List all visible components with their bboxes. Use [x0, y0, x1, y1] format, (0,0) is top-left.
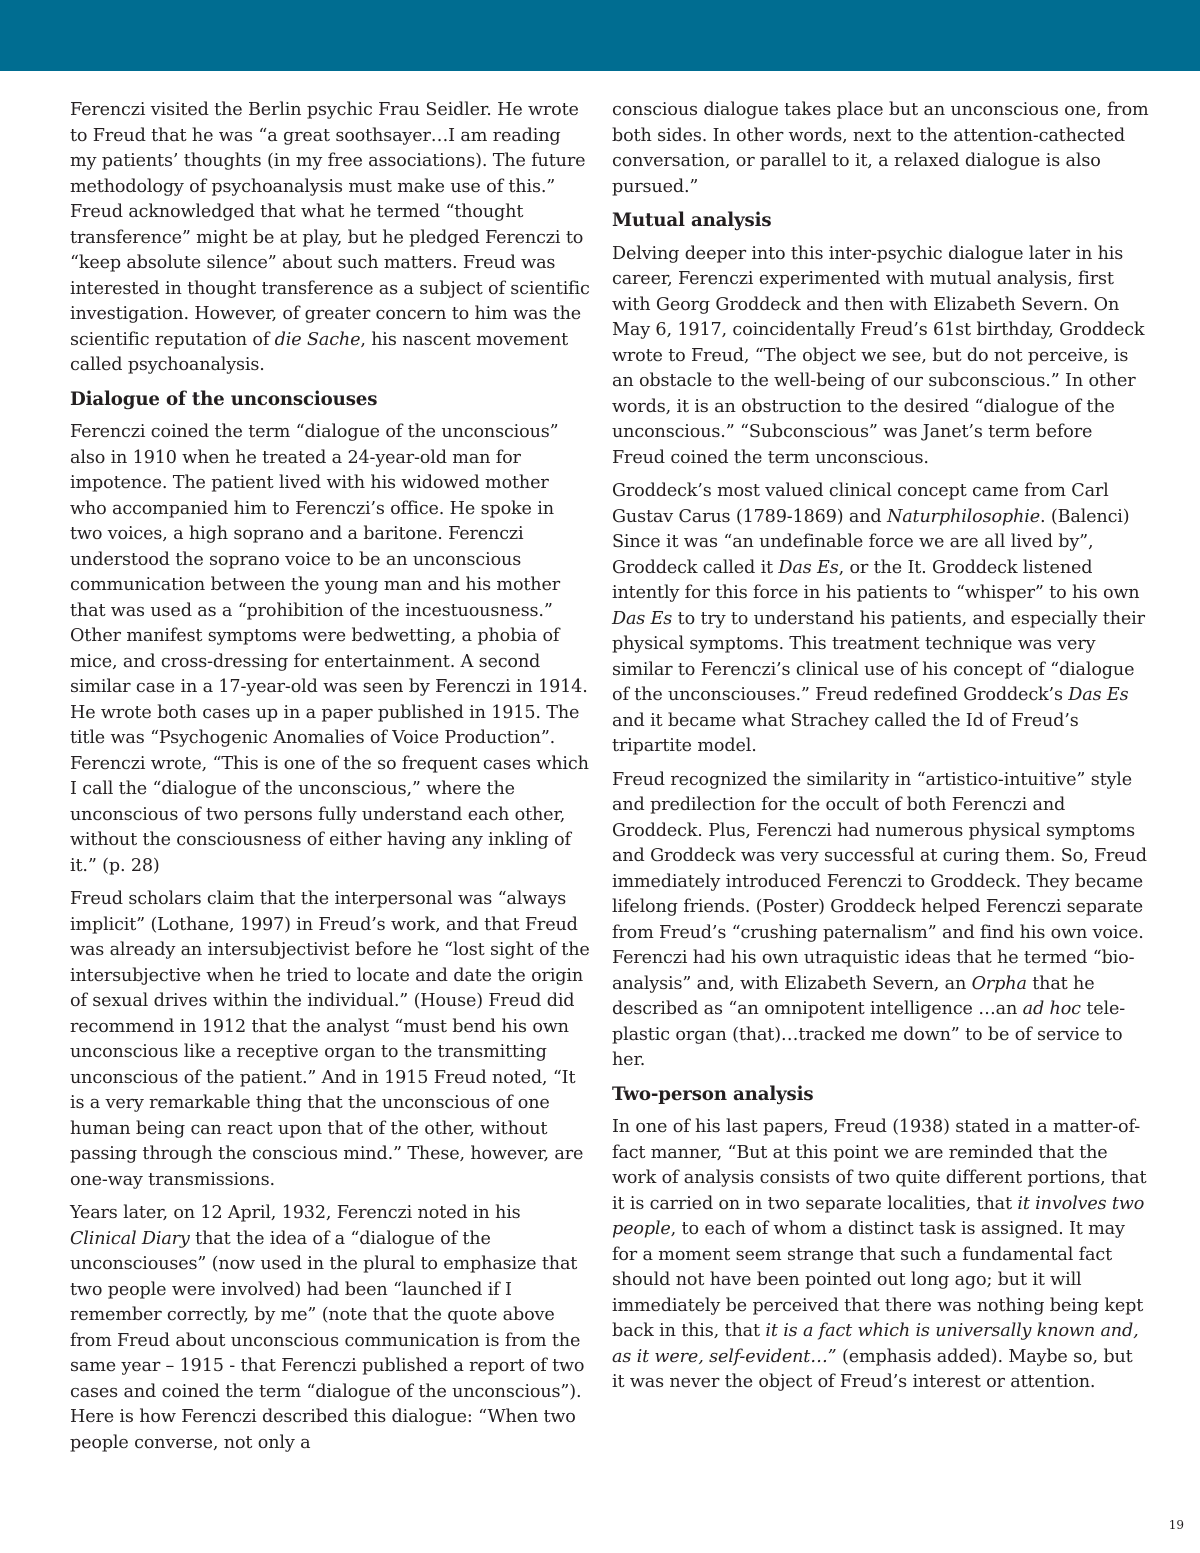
italic-text: ad hoc	[1022, 999, 1081, 1019]
italic-text: die Sache	[274, 329, 361, 350]
paragraph: conscious dialogue takes place but an unconscious one, from both sides. In other words, next to the attention-cathected conversation, or parallel to it, a relaxed dialogue is also pursued.”	[612, 100, 1149, 197]
italic-text: Das Es	[778, 557, 839, 578]
paragraph: Freud scholars claim that the interpersonal was “always implicit” (Lothane, 1997) in Freud’s work, and that Freud was already an intersubjectivist before he “lost sight of the intersubjective when he tried to locate and date the origin of sexual drives within the individual.” (House) Freud did recommend in 1912 that the analyst “must bend his own unconscious like a receptive organ to the transmitting unconscious of the patient.” And in 1915 Freud noted, “It is a very remarkable thing that the unconscious of one human being can react upon that of the other, without passing through the conscious mind.” These, however, are one-way transmissions.	[70, 889, 590, 1190]
section-heading: Two-person analysis	[612, 1083, 814, 1105]
paragraph: Years later, on 12 April, 1932, Ferenczi noted in his Clinical Diary that the idea of a “dialogue of the unconsciouses” (now used in the plural to emphasize that two people were involved) had been “launched if I remember correctly, by me” (note that the quote above from Freud about unconscious communication is from the same year – 1915 - that Ferenczi published a report of two cases and coined the term “dialogue of the unconscious”). Here is how Ferenczi described this dialogue: “When two people converse, not only a	[70, 1203, 585, 1453]
paragraph: Groddeck’s most valued clinical concept came from Carl Gustav Carus (1789-1869) and Naturphilosophie. (Balenci) Since it was “an undefinable force we are all lived by”, Groddeck called it Das Es, or the It. Groddeck listened intently for this force in his patients to “whisper” to his own Das Es to try to understand his patients, and especially their physical symptoms. This treatment technique was very similar to Ferenczi’s clinical use of his concept of “dialogue of the unconsciouses.” Freud redefined Groddeck’s Das Es and it became what Strachey called the Id of Freud’s tripartite model.	[612, 481, 1145, 756]
header-band	[0, 0, 1200, 71]
paragraph: Freud recognized the similarity in “artistico-intuitive” style and predilection for the occult of both Ferenczi and Groddeck. Plus, Ferenczi had numerous physical symptoms and Groddeck was very successful at curing them. So, Freud immediately introduced Ferenczi to Groddeck. They became lifelong friends. (Poster) Groddeck helped Ferenczi separate from Freud’s “crushing paternalism” and find his own voice. Ferenczi had his own utraquistic ideas that he termed “bio-analysis” and, with Elizabeth Severn, an Orpha that he described as “an omnipotent intelligence …an ad hoc tele-plastic organ (that)…tracked me down” to be of service to her.	[612, 769, 1147, 1070]
paragraph: In one of his last papers, Freud (1938) stated in a matter-of-fact manner, “But at this point we are reminded that the work of analysis consists of two quite different portions, that it is carried on in two separate localities, that it involves two people, to each of whom a distinct task is assigned. It may for a moment seem strange that such a fundamental fact should not have been pointed out long ago; but it will immediately be perceived that there was nothing being kept back in this, that it is a fact which is universally known and, as it were, self-evident…” (emphasis added). Maybe so, but it was never the object of Freud’s interest or attention.	[612, 1117, 1147, 1392]
left-column	[70, 98, 590, 1464]
italic-text: it involves two people	[612, 1193, 1145, 1239]
italic-text: Clinical Diary	[70, 1228, 190, 1249]
section-heading: Dialogue of the unconsciouses	[70, 388, 378, 410]
italic-text: Orpha	[971, 973, 1027, 994]
italic-text: Das Es	[612, 608, 673, 629]
page-number: 19	[1168, 1518, 1184, 1532]
paragraph: Ferenczi coined the term “dialogue of the unconscious” also in 1910 when he treated a 24-year-old man for impotence. The patient lived with his widowed mother who accompanied him to Ferenczi’s office. He spoke in two voices, a high soprano and a baritone. Ferenczi understood the soprano voice to be an unconscious communication between the young man and his mother that was used as a “prohibition of the incestuousness.” Other manifest symptoms were bedwetting, a phobia of mice, and cross-dressing for entertainment. A second similar case in a 17-year-old was seen by Ferenczi in 1914. He wrote both cases up in a paper published in 1915. The title was “Psychogenic Anomalies of Voice Production”. Ferenczi wrote, “This is one of the so frequent cases which I call the “dialogue of the unconscious,” where the unconscious of two persons fully understand each other, without the consciousness of either having any inkling of it.” (p. 28)	[70, 422, 589, 876]
italic-text: Das Es	[1068, 685, 1129, 705]
paragraph: Ferenczi visited the Berlin psychic Frau Seidler. He wrote to Freud that he was “a great soothsayer…I am reading my patients’ thoughts (in my free associations). The future methodology of psychoanalysis must make use of this.” Freud acknowledged that what he termed “thought transference” might be at play, but he pledged Ferenczi to “keep absolute silence” about such matters. Freud was interested in thought transference as a subject of scientific investigation. However, of greater concern to him was the scientific reputation of die Sache, his nascent movement called psychoanalysis.	[70, 100, 590, 375]
italic-text: Naturphilosophie	[886, 506, 1040, 527]
italic-text: it is a fact which is universally known and, as it were, self-evident…”	[612, 1321, 1139, 1367]
paragraph: Delving deeper into this inter-psychic dialogue later in his career, Ferenczi experimented with mutual analysis, first with Georg Groddeck and then with Elizabeth Severn. On May 6, 1917, coincidentally Freud’s 61st birthday, Groddeck wrote to Freud, “The object we see, but do not perceive, is an obstacle to the well-being of our subconscious.” In other words, it is an obstruction to the desired “dialogue of the unconscious.” “Subconscious” was Janet’s term before Freud coined the term unconscious.	[612, 243, 1145, 468]
section-heading: Mutual analysis	[612, 210, 772, 231]
right-column	[612, 98, 1150, 1404]
